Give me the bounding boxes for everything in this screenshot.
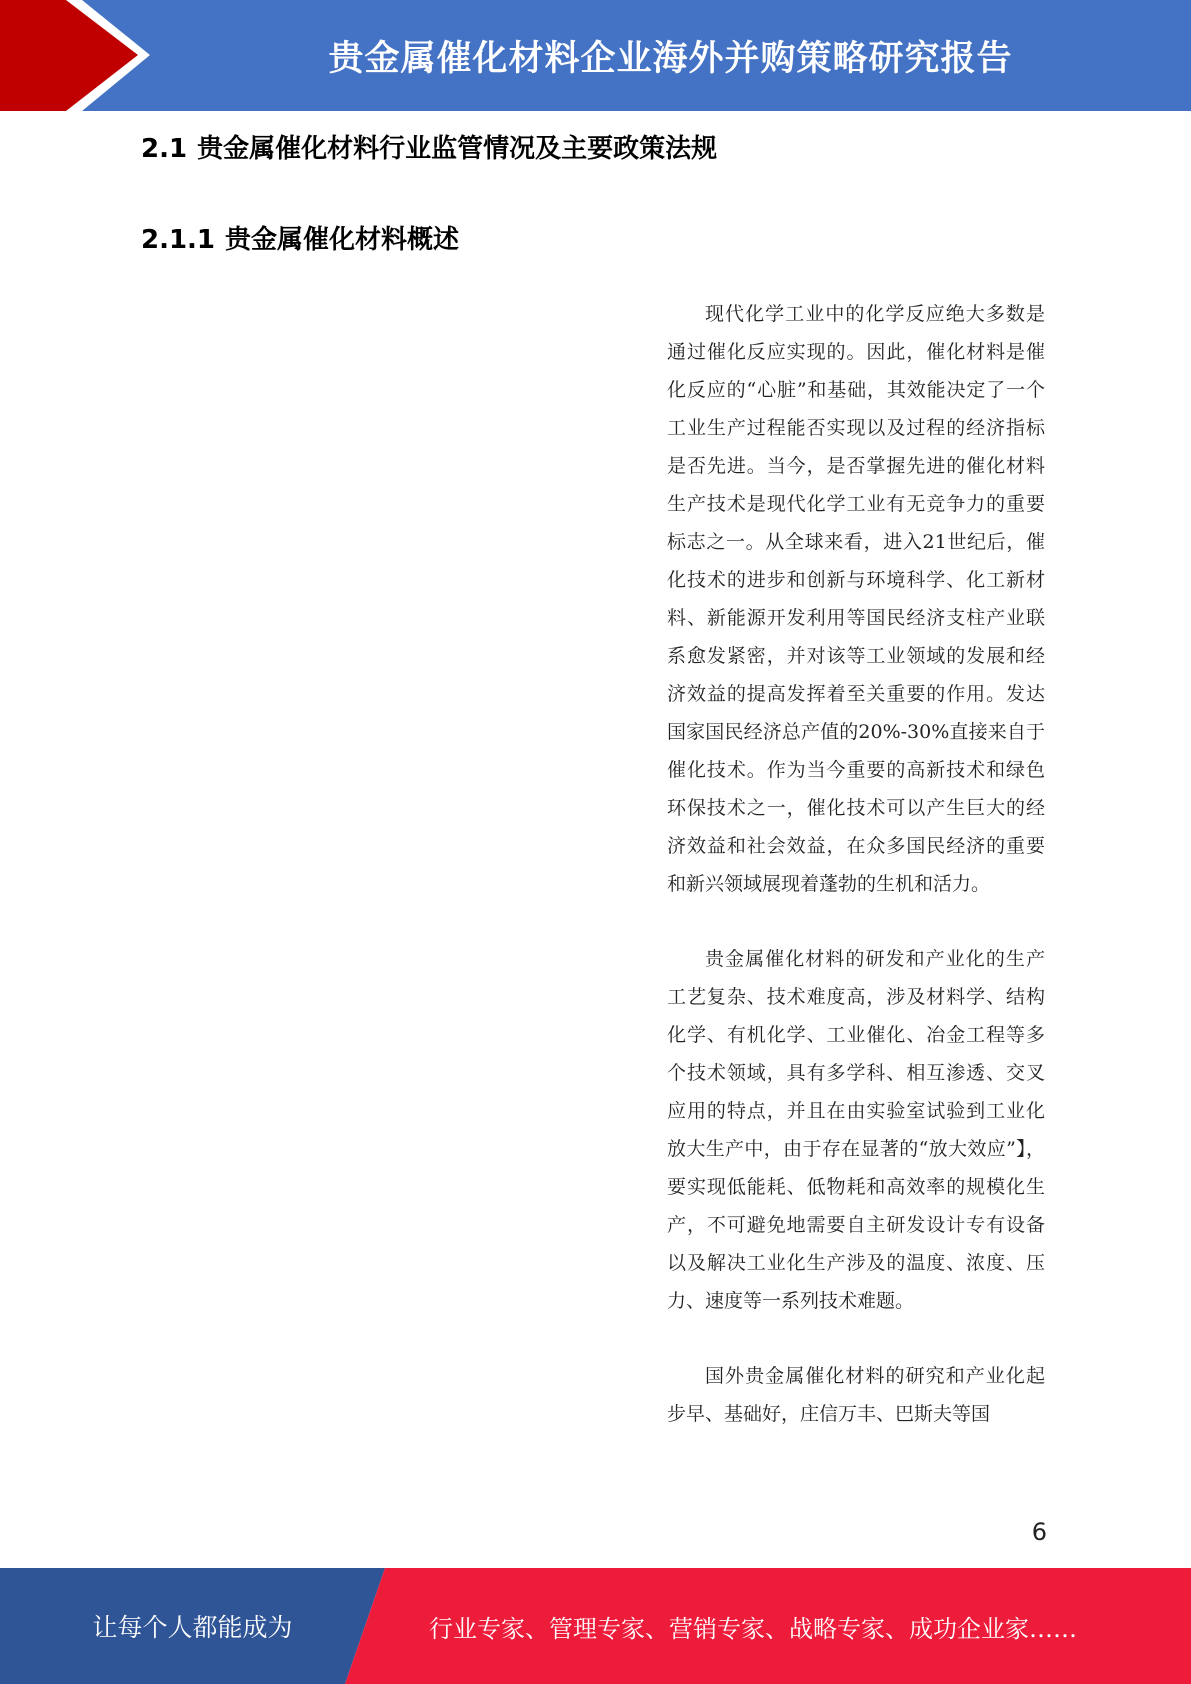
subsection-number: 2.1.1 [141,225,216,255]
footer-slogan-left: 让每个人都能成为 [92,1613,293,1642]
page-header [0,0,1191,111]
subsection-title: 贵金属催化材料概述 [225,225,460,255]
page-number: 6 [1031,1518,1047,1546]
chevron-red-shape [0,0,150,111]
report-title: 贵金属催化材料企业海外并购策略研究报告 [328,38,1013,79]
section-heading [141,128,717,165]
paragraph: 国外贵金属催化材料的研究和产业化起步早、基础好，庄信万丰、巴斯夫等国 [667,1365,1045,1425]
subsection-heading [141,219,459,256]
footer-slogan-right: 行业专家、管理专家、营销专家、战略专家、成功企业家…… [429,1614,1077,1643]
body-text-column [667,295,1045,1470]
section-number: 2.1 [141,134,188,164]
paragraph: 现代化学工业中的化学反应绝大多数是通过催化反应实现的。因此，催化材料是催化反应的“心脏”和基础，其效能决定了一个工业生产过程能否实现以及过程的经济指标是否先进。当今，是否掌握先进的催化材料生产技术是现代化学工业有无竞争力的重要标志之一。从全球来看，进入21世纪后，催化技术的进步和创新与环境科学、化工新材料、新能源开发利用等国民经济支柱产业联系愈发紧密，并对该等工业领域的发展和经济效益的提高发挥着至关重要的作用。发达国家国民经济总产值的20%-30%直接来自于催化技术。作为当今重要的高新技术和绿色环保技术之一，催化技术可以产生巨大的经济效益和社会效益，在众多国民经济的重要和新兴领域展现着蓬勃的生机和活力。 [667,303,1045,895]
paragraph: 贵金属催化材料的研发和产业化的生产工艺复杂、技术难度高，涉及材料学、结构化学、有机化学、工业催化、冶金工程等多个技术领域，具有多学科、相互渗透、交叉应用的特点，并且在由实验室试验到工业化放大生产中，由于存在显著的“放大效应”】，要实现低能耗、低物耗和高效率的规模化生产，不可避免地需要自主研发设计专有设备以及解决工业化生产涉及的温度、浓度、压力、速度等一系列技术难题。 [667,948,1045,1312]
section-title: 贵金属催化材料行业监管情况及主要政策法规 [197,134,718,164]
page-footer [0,1568,1191,1684]
header-chevron-icon [0,0,160,111]
